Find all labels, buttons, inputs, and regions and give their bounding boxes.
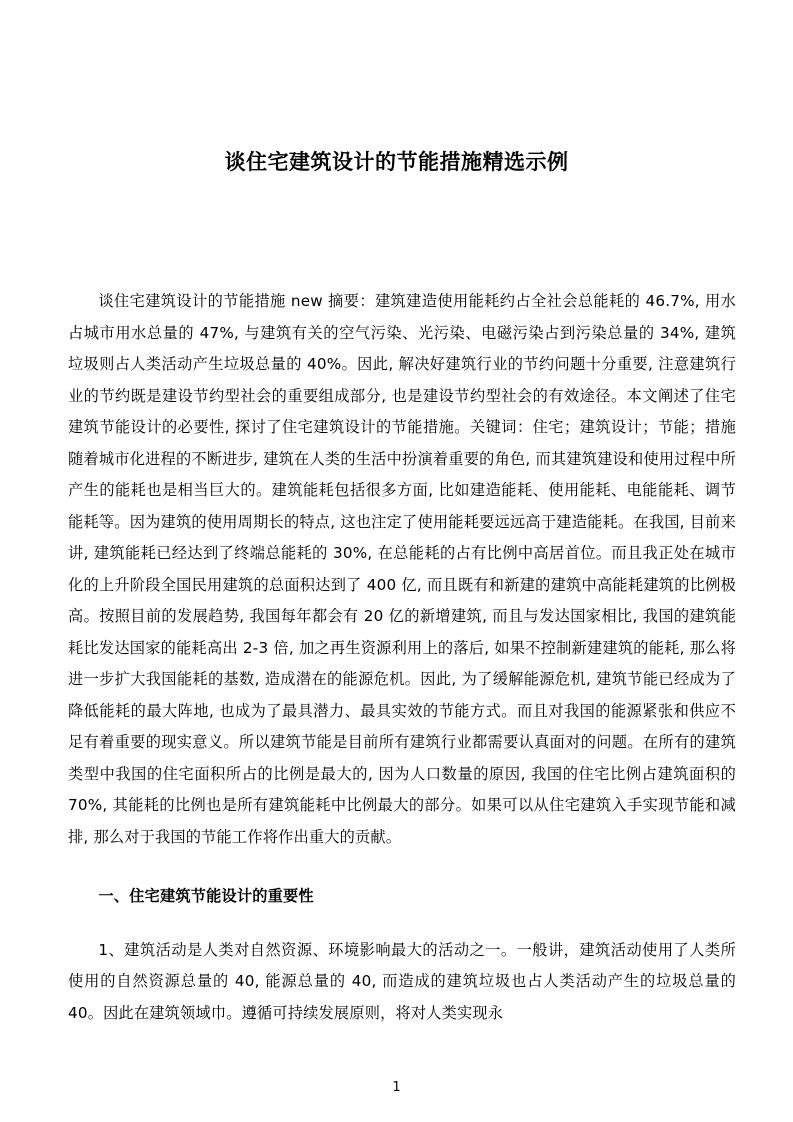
page-number: 1 (392, 1080, 401, 1095)
section-paragraph-1: 1、建筑活动是人类对自然资源、环境影响最大的活动之一。一般讲，建筑活动使用了人类所使用的自然资源总量的 40, 能源总量的 40, 而造成的建筑垃圾也占人类活动产生的垃圾总量的 40。因此在建筑领域巾。遵循可持续发展原则，将对人类实现永 (68, 940, 736, 1022)
page-title: 谈住宅建筑设计的节能措施精选示例 (224, 150, 569, 175)
section-heading-1: 一、住宅建筑节能设计的重要性 (98, 887, 314, 905)
document-body (68, 286, 736, 1029)
body-paragraph-1: 谈住宅建筑设计的节能措施 new 摘要：建筑建造使用能耗约占全社会总能耗的 46.7%, 用水占城市用水总量的 47%, 与建筑有关的空气污染、光污染、电磁污染占到污染总量的 34%, 建筑垃圾则占人类活动产生垃圾总量的 40%。因此, 解决好建筑行业的节约问题十分重要, 注意建筑行业的节约既是建设节约型社会的重要组成部分, 也是建设节约型社会的有效途径。本文阐述了住宅建筑节能设计的必要性, 探讨了住宅建筑设计的节能措施。关键词：住宅；建筑设计；节能；措施随着城市化进程的不断进步, 建筑在人类的生活中扮演着重要的角色, 而其建筑建设和使用过程中所产生的能耗也是相当巨大的。建筑能耗包括很多方面, 比如建造能耗、使用能耗、电能能耗、调节能耗等。因为建筑的使用周期长的特点, 这也注定了使用能耗要远远高于建造能耗。在我国, 目前来讲, 建筑能耗已经达到了终端总能耗的 30%, 在总能耗的占有比例中高居首位。而且我正处在城市化的上升阶段全国民用建筑的总面积达到了 400 亿, 而且既有和新建的建筑中高能耗建筑的比例极高。按照目前的发展趋势, 我国每年都会有 20 亿的新增建筑, 而且与发达国家相比, 我国的建筑能耗比发达国家的能耗高出 2-3 倍, 加之再生资源利用上的落后, 如果不控制新建建筑的能耗, 那么将进一步扩大我国能耗的基数, 造成潜在的能源危机。因此, 为了缓解能源危机, 建筑节能已经成为了降低能耗的最大阵地, 也成为了最具潜力、最具实效的节能方式。而且对我国的能源紧张和供应不足有着重要的现实意义。所以建筑节能是目前所有建筑行业都需要认真面对的问题。在所有的建筑类型中我国的住宅面积所占的比例是最大的, 因为人口数量的原因, 我国的住宅比例占建筑面积的 70%, 其能耗的比例也是所有建筑能耗中比例最大的部分。如果可以从住宅建筑入手实现节能和减排, 那么对于我国的节能工作将作出重大的贡献。 (68, 292, 736, 846)
